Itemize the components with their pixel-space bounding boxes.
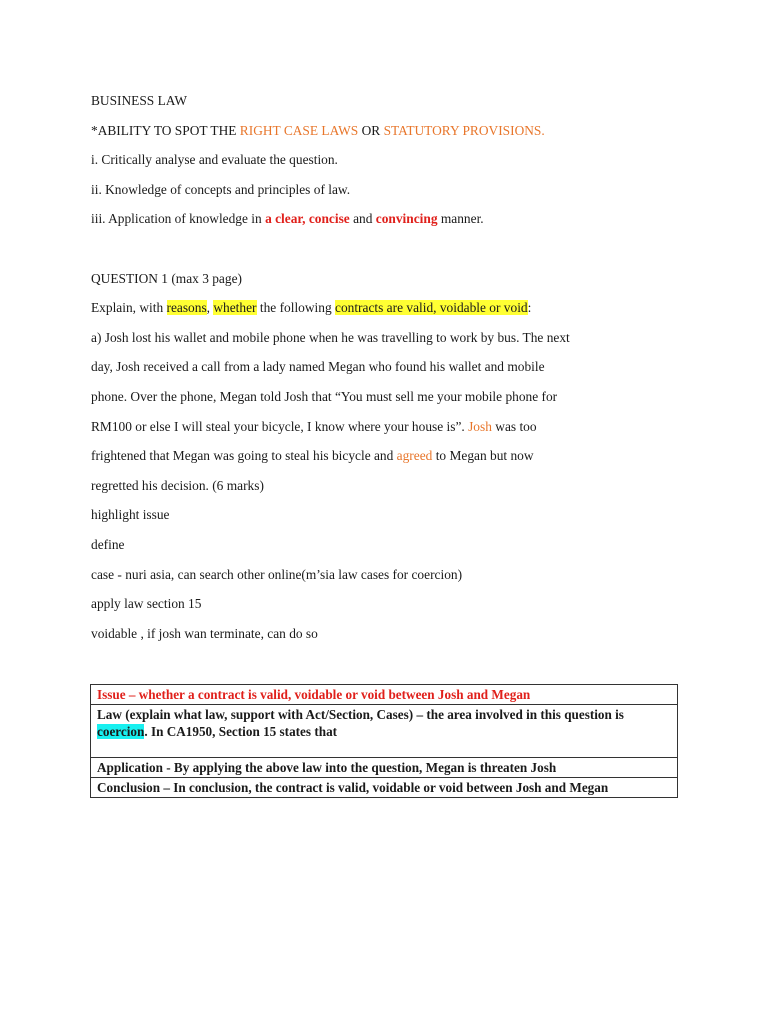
note-line: voidable , if josh wan terminate, can do so: [91, 625, 318, 641]
issue-cell: Issue – whether a contract is valid, voidable or void between Josh and Megan: [91, 685, 678, 705]
paragraph-line: a) Josh lost his wallet and mobile phone when he was travelling to work by bus. The next: [91, 329, 570, 345]
table-row: [91, 685, 678, 705]
criteria-item-1: i. Critically analyse and evaluate the question.: [91, 152, 338, 168]
ability-line: *ABILITY TO SPOT THE RIGHT CASE LAWS OR STATUTORY PROVISIONS.: [91, 122, 545, 138]
blank-line: [91, 234, 691, 264]
law-cell: Law (explain what law, support with Act/Section, Cases) – the area involved in this question is coercion. In CA1950, Section 15 states that: [91, 705, 678, 758]
statutory-provisions-text: STATUTORY PROVISIONS.: [383, 122, 545, 138]
coercion-highlight: coercion: [97, 724, 145, 739]
note-line: apply law section 15: [91, 596, 202, 612]
table-row: [91, 778, 678, 798]
paragraph-line: regretted his decision. (6 marks): [91, 477, 264, 493]
paragraph-line: day, Josh received a call from a lady named Megan who found his wallet and mobile: [91, 359, 545, 375]
note-line: define: [91, 536, 125, 552]
paragraph-line: RM100 or else I will steal your bicycle, I know where your house is”. Josh was too: [91, 418, 537, 434]
conclusion-cell: Conclusion – In conclusion, the contract is valid, voidable or void between Josh and Megan: [91, 778, 678, 798]
paragraph-line: phone. Over the phone, Megan told Josh that “You must sell me your mobile phone for: [91, 388, 558, 404]
ilac-table: [90, 684, 678, 798]
question-paragraph: [91, 323, 691, 501]
document-page: [91, 86, 691, 648]
document-title: BUSINESS LAW: [91, 93, 188, 108]
table-row: [91, 758, 678, 778]
criteria-item-2: ii. Knowledge of concepts and principles of law.: [91, 181, 351, 197]
question-intro: Explain, with reasons, whether the following contracts are valid, voidable or void:: [91, 300, 532, 316]
note-line: highlight issue: [91, 507, 170, 523]
table-row: [91, 705, 678, 758]
note-line: case - nuri asia, can search other online(m’sia law cases for coercion): [91, 566, 463, 582]
right-case-laws-text: RIGHT CASE LAWS: [239, 122, 359, 138]
criteria-item-3: iii. Application of knowledge in a clear, concise and convincing manner.: [91, 211, 484, 227]
application-cell: Application - By applying the above law into the question, Megan is threaten Josh: [91, 758, 678, 778]
question-heading: QUESTION 1 (max 3 page): [91, 270, 242, 286]
paragraph-line: frightened that Megan was going to steal his bicycle and agreed to Megan but now: [91, 448, 534, 464]
